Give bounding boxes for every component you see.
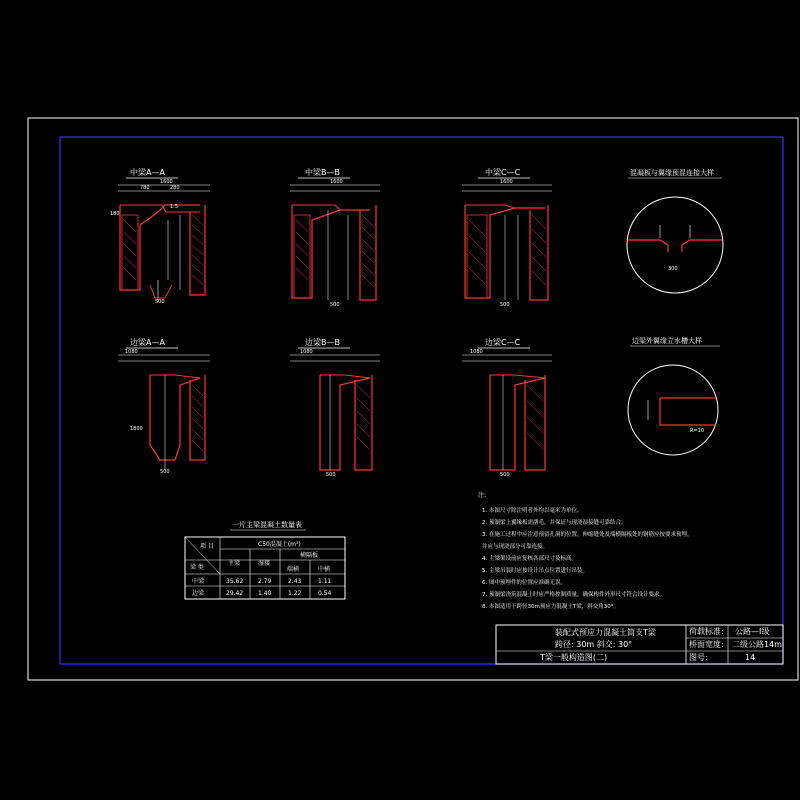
- svg-text:1080: 1080: [300, 349, 313, 355]
- note-item: 4. 主梁架设前应复核各部尺寸及标高。: [482, 556, 577, 562]
- row-name: 中梁: [192, 578, 205, 585]
- section-title: 中梁C—C: [485, 168, 521, 177]
- svg-text:1.11: 1.11: [318, 578, 332, 585]
- svg-text:公路—I级: 公路—I级: [735, 627, 770, 636]
- section-title: 边梁A—A: [130, 338, 165, 347]
- svg-text:1:5: 1:5: [170, 204, 179, 210]
- section-title: 边梁C—C: [485, 338, 521, 347]
- svg-text:1600: 1600: [330, 179, 343, 185]
- svg-text:1080: 1080: [125, 349, 138, 355]
- svg-text:780: 780: [140, 185, 150, 191]
- svg-text:二级公路14m: 二级公路14m: [732, 640, 782, 649]
- svg-text:500: 500: [500, 302, 510, 308]
- svg-text:C50混凝土(m³): C50混凝土(m³): [258, 541, 301, 548]
- svg-text:2.43: 2.43: [288, 578, 302, 585]
- note-item: 2. 预制梁上翼缘板需凿毛，并保证与现浇湿接缝可靠结合。: [482, 520, 627, 526]
- svg-text:300: 300: [668, 266, 678, 272]
- svg-text:500: 500: [326, 472, 336, 478]
- svg-text:项 目: 项 目: [200, 543, 214, 550]
- detail-title: 边梁外翼缘立水槽大样: [632, 337, 702, 345]
- svg-text:500: 500: [160, 469, 170, 475]
- svg-text:桥面宽度:: 桥面宽度:: [689, 640, 724, 649]
- section-title: 边梁B—B: [305, 338, 340, 347]
- svg-text:1080: 1080: [470, 349, 483, 355]
- row-name: 边梁: [192, 590, 205, 597]
- svg-text:主梁: 主梁: [228, 560, 241, 567]
- drawing-name: T梁一般构造图(二): [540, 653, 608, 662]
- svg-text:中横: 中横: [318, 566, 331, 573]
- svg-text:端横: 端横: [287, 566, 300, 573]
- svg-text:500: 500: [500, 472, 510, 478]
- svg-text:1600: 1600: [500, 179, 513, 185]
- note-item: 5. 主梁吊装时应按设计吊点位置进行吊装。: [482, 568, 588, 574]
- svg-text:梁 类: 梁 类: [190, 564, 204, 571]
- svg-text:湿接: 湿接: [258, 560, 271, 567]
- section-title: 中梁A—A: [130, 168, 165, 177]
- svg-text:R=10: R=10: [690, 428, 705, 434]
- svg-text:180: 180: [110, 211, 120, 217]
- svg-text:14: 14: [745, 653, 756, 662]
- svg-text:29.42: 29.42: [226, 590, 244, 597]
- svg-text:荷载标准:: 荷载标准:: [689, 627, 724, 636]
- svg-text:0.54: 0.54: [318, 590, 332, 597]
- svg-text:图号:: 图号:: [689, 653, 708, 662]
- svg-text:1600: 1600: [160, 179, 173, 185]
- svg-text:35.62: 35.62: [226, 578, 244, 585]
- svg-text:500: 500: [330, 302, 340, 308]
- note-item: 8. 本图适用于跨径30m预应力混凝土T梁，斜交角30°。: [482, 604, 619, 610]
- svg-text:横隔板: 横隔板: [300, 552, 319, 559]
- svg-text:2.79: 2.79: [258, 578, 272, 585]
- svg-text:500: 500: [155, 299, 165, 305]
- note-item: 7. 预制梁浇筑混凝土时应严格控制质量，确保构件外形尺寸符合设计要求。: [482, 592, 665, 598]
- note-item: 并应与现浇部分可靠连接。: [482, 544, 549, 550]
- section-title: 中梁B—B: [305, 168, 340, 177]
- detail-title: 混凝板与翼缘预混连接大样: [630, 169, 714, 177]
- project-title: 装配式预应力混凝土简支T梁: [555, 628, 656, 637]
- svg-text:1.22: 1.22: [288, 590, 302, 597]
- svg-text:280: 280: [170, 185, 180, 191]
- note-item: 6. 图中预埋件的位置应准确无误。: [482, 580, 566, 586]
- svg-text:1.40: 1.40: [258, 590, 272, 597]
- table-title: 一片主梁混凝土数量表: [232, 521, 302, 529]
- note-item: 3. 在施工过程中应注意预留孔洞的位置，伸缩缝处及端横隔板处的钢筋应按要求预埋，: [482, 532, 693, 538]
- svg-text:1800: 1800: [130, 426, 143, 432]
- project-subtitle: 跨径: 30m 斜交: 30°: [555, 640, 633, 649]
- note-item: 1. 本图尺寸除注明者外均以毫米为单位。: [482, 508, 583, 514]
- notes-title: 注:: [478, 492, 487, 499]
